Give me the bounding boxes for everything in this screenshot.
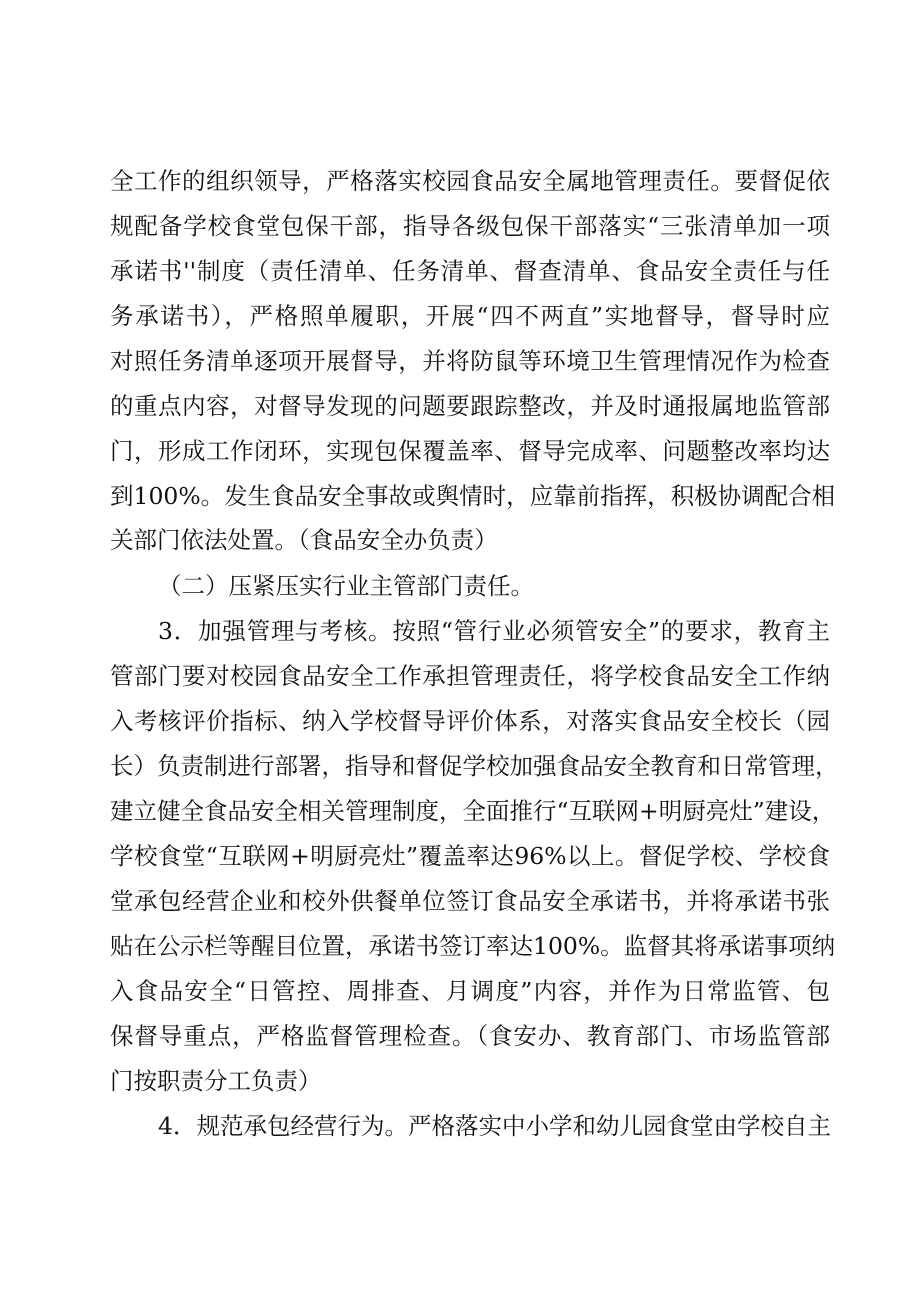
paragraph-line: 贴在公示栏等醒目位置，承诺书签订率达100%。监督其将承诺事项纳 [110, 932, 836, 960]
paragraph-line: 长）负责制进行部署，指导和督促学校加强食品安全教育和日常管理， [110, 752, 839, 780]
paragraph-line: 4．规范承包经营行为。严格落实中小学和幼儿园食堂由学校自主 [158, 1112, 831, 1140]
paragraph-line: 门，形成工作闭环，实现包保覆盖率、督导完成率、问题整改率均达 [110, 437, 830, 465]
paragraph-line: 务承诺书），严格照单履职，开展“四不两直”实地督导，督导时应 [110, 302, 830, 330]
paragraph-line: 对照任务清单逐项开展督导，并将防鼠等环境卫生管理情况作为检查 [110, 347, 830, 375]
paragraph-line: 门按职责分工负责） [110, 1067, 322, 1095]
paragraph-line: 堂承包经营企业和校外供餐单位签订食品安全承诺书，并将承诺书张 [110, 887, 830, 915]
paragraph-line: 管部门要对校园食品安全工作承担管理责任，将学校食品安全工作纳 [110, 662, 830, 690]
paragraph-line: 3．加强管理与考核。按照“管行业必须管安全”的要求，教育主 [158, 617, 830, 645]
section-heading: （二）压紧压实行业主管部门责任。 [158, 572, 534, 600]
paragraph-line: 规配备学校食堂包保干部，指导各级包保干部落实“三张清单加一项 [110, 212, 830, 240]
paragraph-line: 关部门依法处置。（食品安全办负责） [110, 526, 498, 554]
paragraph-line: 入食品安全“日管控、周排查、月调度”内容，并作为日常监管、包 [110, 977, 830, 1005]
paragraph-line: 入考核评价指标、纳入学校督导评价体系，对落实食品安全校长（园 [110, 707, 830, 735]
paragraph-line: 全工作的组织领导，严格落实校园食品安全属地管理责任。要督促依 [110, 167, 830, 195]
paragraph-line: 承诺书''制度（责任清单、任务清单、督查清单、食品安全责任与任 [110, 257, 830, 285]
paragraph-line: 的重点内容，对督导发现的问题要跟踪整改，并及时通报属地监管部 [110, 392, 830, 420]
paragraph-line: 到100%。发生食品安全事故或舆情时，应靠前指挥，积极协调配合相 [110, 482, 836, 510]
paragraph-line: 学校食堂“互联网+明厨亮灶”覆盖率达96%以上。督促学校、学校食 [110, 842, 830, 870]
paragraph-line: 保督导重点，严格监督管理检查。（食安办、教育部门、市场监管部 [110, 1022, 830, 1050]
paragraph-line: 建立健全食品安全相关管理制度，全面推行“互联网+明厨亮灶”建设， [110, 797, 836, 825]
